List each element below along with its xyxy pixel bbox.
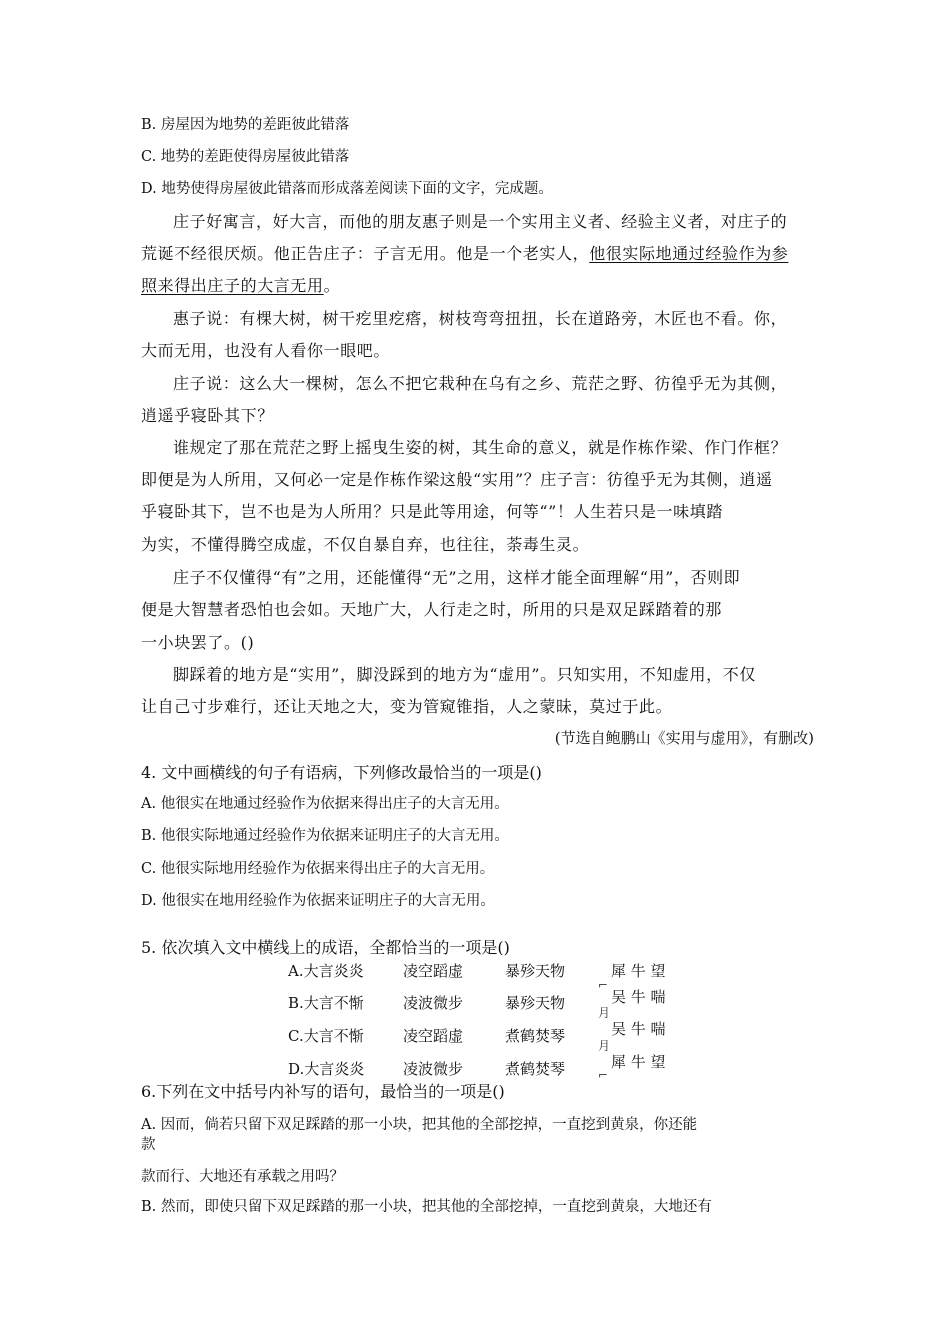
passage-line: 即便是为人所用，又何必一定是作栋作梁这般“实用”？庄子言：彷徨乎无为其侧，逍遥 [141,470,773,489]
q5-mark: 月 [598,1039,611,1053]
passage-line: 脚踩着的地方是“实用”，脚没踩到的地方为“虚用”。只知实用，不知虚用，不仅 [173,665,756,684]
q5-cell: 煮鹤焚琴 [505,1027,566,1045]
q5-cell: C.大言不惭 [288,1027,364,1045]
passage-line: 为实，不懂得腾空成虚，不仅自暴自弃，也往往，荼毒生灵。 [141,535,590,554]
question-6-stem: 6.下列在文中括号内补写的语句，最恰当的一项是() [141,1082,505,1101]
option-d-prev: D. 地势使得房屋彼此错落而形成落差阅读下面的文字，完成题。 [141,181,553,197]
passage-line: 逍遥乎寝卧其下？ [141,406,274,425]
q5-cell: 暴殄天物 [505,962,566,980]
passage-line [141,273,340,296]
passage-line: 便是大智慧者恐怕也会如。天地广大，人行走之时，所用的只是双足踩踏着的那 [141,600,723,619]
passage-line: 大而无用，也没有人看你一眼吧。 [141,341,391,360]
passage-source: (节选自鲍鹏山《实用与虚用》，有删改) [554,729,814,747]
q5-cell: 犀 牛 望 [611,1053,666,1071]
q5-cell: 凌空蹈虚 [403,1027,464,1045]
passage-line: 庄子不仅懂得“有”之用，还能懂得“无”之用，这样才能全面理解“用”，否则即 [173,568,741,587]
passage-line [141,241,788,264]
option-b-prev: B. 房屋因为地势的差距彼此错落 [141,117,350,133]
passage-line: 庄子说：这么大一棵树，怎么不把它栽种在乌有之乡、荒茫之野、彷徨乎无为其侧， [173,374,788,393]
question-4-option-d: D. 他很实在地用经验作为依据来证明庄子的大言无用。 [141,893,495,909]
q5-cell: 吴 牛 喘 [611,1020,666,1038]
underlined-sentence: 照来得出庄子的大言无用 [141,276,324,295]
question-4-option-a: A. 他很实在地通过经验作为依据来得出庄子的大言无用。 [141,796,509,812]
passage-text: 。 [323,276,341,295]
question-5-stem: 5. 依次填入文中横线上的成语，全都恰当的一项是() [141,938,510,957]
passage-line: 庄子好寓言，好大言，而他的朋友惠子则是一个实用主义者、经验主义者，对庄子的 [173,212,788,231]
question-4-option-b: B. 他很实际地通过经验作为依据来证明庄子的大言无用。 [141,828,509,844]
q5-cell: 吴 牛 喘 [611,988,666,1006]
q5-mark: ⌐ [598,978,609,992]
q5-cell: 凌波微步 [403,994,464,1012]
question-6-option-a-cont: 款而行、大地还有承载之用吗？ [141,1169,344,1185]
passage-line: 乎寝卧其下，岂不也是为人所用？只是此等用途，何等“”！人生若只是一味填踏 [141,502,723,521]
q5-cell: 煮鹤焚琴 [505,1060,566,1078]
q5-cell: 犀 牛 望 [611,962,666,980]
q5-cell: 暴殄天物 [505,994,566,1012]
passage-text: 荒诞不经很厌烦。他正告庄子：子言无用。他是一个老实人， [141,244,590,263]
question-6-option-a: A. 因而，倘若只留下双足踩踏的那一小块，把其他的全部挖掉，一直挖到黄泉，你还能 [141,1117,698,1133]
q5-cell: 凌波微步 [403,1060,464,1078]
passage-line: 让自己寸步难行，还让天地之大，变为管窥锥指，人之蒙昧，莫过于此。 [141,697,673,716]
option-c-prev: C. 地势的差距使得房屋彼此错落 [141,149,350,165]
passage-line: 谁规定了那在荒茫之野上摇曳生姿的树，其生命的意义，就是作栋作梁、作门作框？ [173,438,788,457]
q5-cell: A.大言炎炎 [288,962,364,980]
q5-cell: D.大言炎炎 [288,1060,365,1078]
underlined-sentence: 他很实际地通过经验作为参 [589,244,789,263]
question-6-option-a-cont: 款 [141,1137,156,1153]
question-4-stem: 4. 文中画横线的句子有语病，下列修改最恰当的一项是() [141,763,542,782]
question-6-option-b: B. 然而，即使只留下双足踩踏的那一小块，把其他的全部挖掉，一直挖到黄泉，大地还有 [141,1199,712,1215]
q5-cell: B.大言不惭 [288,994,364,1012]
question-4-option-c: C. 他很实际地用经验作为依据来得出庄子的大言无用。 [141,861,495,877]
q5-cell: 凌空蹈虚 [403,962,464,980]
q5-mark: ⌐ [598,1068,609,1082]
passage-line: 惠子说：有棵大树，树干疙里疙瘩，树枝弯弯扭扭，长在道路旁，木匠也不看。你， [173,309,788,328]
passage-line: 一小块罢了。() [141,633,255,652]
q5-mark: 月 [598,1006,611,1020]
